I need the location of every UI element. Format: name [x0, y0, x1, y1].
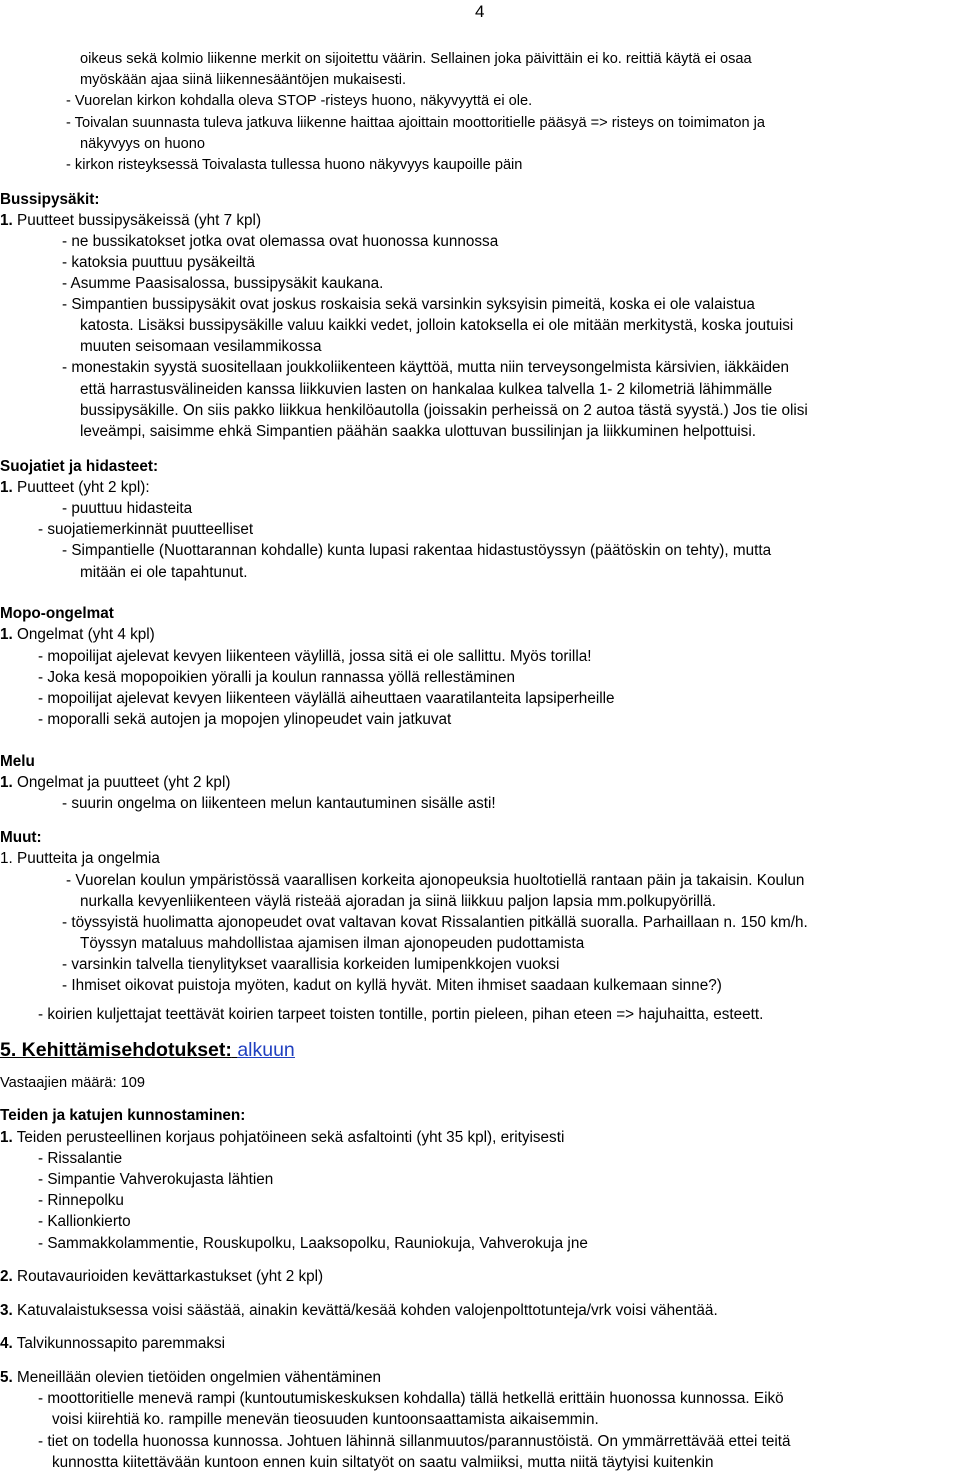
list-item: 1. Puutteita ja ongelmia [0, 850, 160, 867]
bullet-line: - Joka kesä mopopoikien yöralli ja koulun rannassa yöllä rellestäminen [38, 669, 516, 686]
bullet-line: - Ihmiset oikovat puistoja myöten, kadut on kyllä hyvät. Miten ihmiset saadaan kulkemaan sinne?) [62, 977, 722, 994]
list-item [0, 1368, 381, 1387]
bullet-line: - Asumme Paasisalossa, bussipysäkit kaukana. [62, 275, 384, 292]
item-number: 4. [0, 1335, 13, 1352]
bullet-line: - moporalli sekä autojen ja mopojen ylinopeudet vain jatkuvat [38, 711, 452, 728]
bullet-line: katosta. Lisäksi bussipysäkille valuu kaikki vedet, jolloin katoksella ei ole mitään merkitystä, koska joutuisi [80, 317, 794, 334]
list-item [0, 1301, 718, 1320]
item-text: Puutteet bussipysäkeissä (yht 7 kpl) [17, 212, 262, 229]
list-item [0, 1128, 564, 1147]
bullet-line: - suojatiemerkinnät puutteelliset [38, 521, 254, 538]
bullet-line: - tiet on todella huonossa kunnossa. Johtuen lähinnä sillanmuutos/parannustöistä. On ymmärrettävää ettei teitä [38, 1433, 791, 1450]
bullet-line: - Vuorelan koulun ympäristössä vaarallisen korkeita ajonopeuksia huoltotiellä rantaan päin ja takaisin. Koulun [66, 872, 805, 889]
bullet-line: kunnostta kiitettävään kuntoon ennen kuin siltatyöt on saatu valmiiksi, mutta niitä täytyisi kuitenkin [52, 1454, 714, 1471]
list-item [0, 773, 230, 792]
bullet-line: - Simpantien bussipysäkit ovat joskus roskaisia sekä varsinkin syksyisin pimeitä, koska ei ole valaistua [62, 296, 755, 313]
bullet-line: mitään ei ole tapahtunut. [80, 564, 248, 581]
section-heading-crossings: Suojatiet ja hidasteet: [0, 458, 159, 475]
bullet-line: - Rinnepolku [38, 1192, 124, 1209]
bullet-line: - Sammakkolammentie, Rouskupolku, Laaksopolku, Rauniokuja, Vahverokuja jne [38, 1235, 588, 1252]
bullet-line: bussipysäkille. On siis pakko liikkua henkilöautolla (joissakin perheissä on 2 autoa tästä syystä.) Jos tie olisi [80, 402, 808, 419]
section-5-title [0, 1039, 295, 1061]
intro-line: - Vuorelan kirkon kohdalla oleva STOP -risteys huono, näkyvyyttä ei ole. [66, 93, 533, 109]
intro-line: näkyvyys on huono [80, 136, 205, 152]
bullet-line: muuten seisomaan vesilammikossa [80, 338, 322, 355]
item-number: 5. [0, 1369, 13, 1386]
bullet-line: - koirien kuljettajat teettävät koirien tarpeet toisten tontille, portin pieleen, pihan eteen => hajuhaitta, esteett. [38, 1006, 764, 1023]
section-title-text: 5. Kehittämisehdotukset: [0, 1039, 232, 1061]
bullet-line: Töyssyn mataluus mahdollistaa ajamisen ilman ajonopeuden pudottamista [80, 935, 585, 952]
list-item [0, 625, 155, 644]
item-text: Meneillään olevien tietöiden ongelmien vähentäminen [17, 1369, 381, 1386]
bullet-line: - varsinkin talvella tienylitykset vaarallisia korkeiden lumipenkkojen vuoksi [62, 956, 560, 973]
intro-line: myöskään ajaa siinä liikennesääntöjen mukaisesti. [80, 72, 407, 88]
bullet-line: - Rissalantie [38, 1150, 123, 1167]
bullet-line: että harrastusvälineiden kanssa liikkuvien lasten on hankalaa kulkea talvella 1- 2 kilometriä lähimmälle [80, 381, 773, 398]
bullet-line: - töyssyistä huolimatta ajonopeudet ovat valtavan kovat Rissalantien pitkällä suoralla. Parhaillaan n. 150 km/h. [62, 914, 808, 931]
list-item [0, 1267, 323, 1286]
item-text: Katuvalaistuksessa voisi säästää, ainakin kevättä/kesää kohden valojenpolttotunteja/vrk voisi vähentää. [17, 1302, 718, 1319]
bullet-line: - suurin ongelma on liikenteen melun kantautuminen sisälle asti! [62, 795, 496, 812]
bullet-line: - Kallionkierto [38, 1213, 131, 1230]
item-text: Ongelmat (yht 4 kpl) [17, 626, 155, 643]
bullet-line: nurkalla kevyenliikenteen väylä risteää ajoradan ja siinä liikkuu paljon lapsia mm.polkupyörillä. [80, 893, 717, 910]
intro-line: - Toivalan suunnasta tuleva jatkuva liikenne haittaa ajoittain moottoritielle pääsyä => risteys on toimimaton ja [66, 115, 766, 131]
bullet-line: - puuttuu hidasteita [62, 500, 193, 517]
bullet-line: - mopoilijat ajelevat kevyen liikenteen väylillä, jossa sitä ei ole sallittu. Myös torilla! [38, 648, 592, 665]
item-number: 2. [0, 1268, 13, 1285]
bullet-line: - Simpantielle (Nuottarannan kohdalle) kunta lupasi rakentaa hidastustöyssyn (päätöskin on tehty), mutta [62, 542, 772, 559]
bullet-line: voisi kiirehtiä ko. rampille menevän tieosuuden kuntoonsaattamista aikaisemmin. [52, 1411, 599, 1428]
section-heading-bus-stops: Bussipysäkit: [0, 191, 100, 208]
item-number: 1. [0, 479, 13, 496]
section-heading-noise: Melu [0, 753, 35, 770]
item-number: 3. [0, 1302, 13, 1319]
bullet-line: - monestakin syystä suositellaan joukkoliikenteen käyttöä, mutta niin terveysongelmista kärsivien, iäkkäiden [62, 359, 789, 376]
item-text: Talvikunnossapito paremmaksi [16, 1335, 226, 1352]
bullet-line: - moottoritielle menevä rampi (kuntoutumiskeskuksen kohdalla) tällä hetkellä erittäin huonossa kunnossa. Eikö [38, 1390, 784, 1407]
item-text: Teiden perusteellinen korjaus pohjatöineen sekä asfaltointi (yht 35 kpl), erityisesti [16, 1129, 565, 1146]
bullet-line: - mopoilijat ajelevat kevyen liikenteen väylällä aiheuttaen vaaratilanteita lapsiperheille [38, 690, 615, 707]
intro-line: oikeus sekä kolmio liikenne merkit on sijoitettu väärin. Sellainen joka päivittäin ei ko. reittiä käytä ei osaa [80, 51, 752, 67]
section-heading-moped: Mopo-ongelmat [0, 605, 114, 622]
item-text: Ongelmat ja puutteet (yht 2 kpl) [17, 774, 231, 791]
item-number: 1. [0, 212, 13, 229]
back-to-top-link[interactable]: alkuun [237, 1039, 295, 1061]
respondent-count: Vastaajien määrä: 109 [0, 1075, 145, 1091]
bullet-line: leveämpi, saisimme ehkä Simpantien päähän saakka ulottuvan bussilinjan ja liikkuminen helpottuisi. [80, 423, 756, 440]
intro-line: - kirkon risteyksessä Toivalasta tullessa huono näkyvyys kaupoille päin [66, 157, 523, 173]
item-number: 1. [0, 1129, 13, 1146]
bullet-line: - Simpantie Vahverokujasta lähtien [38, 1171, 274, 1188]
list-item [0, 1334, 225, 1353]
section-heading-other: Muut: [0, 829, 42, 846]
item-number: 1. [0, 774, 13, 791]
item-text: Puutteet (yht 2 kpl): [17, 479, 150, 496]
bullet-line: - katoksia puuttuu pysäkeiltä [62, 254, 256, 271]
list-item [0, 211, 261, 230]
item-number: 1. [0, 626, 13, 643]
item-text: Routavaurioiden kevättarkastukset (yht 2 kpl) [17, 1268, 324, 1285]
list-item [0, 478, 150, 497]
section-heading-roads: Teiden ja katujen kunnostaminen: [0, 1107, 246, 1124]
page-number: 4 [475, 2, 485, 21]
bullet-line: - ne bussikatokset jotka ovat olemassa ovat huonossa kunnossa [62, 233, 499, 250]
